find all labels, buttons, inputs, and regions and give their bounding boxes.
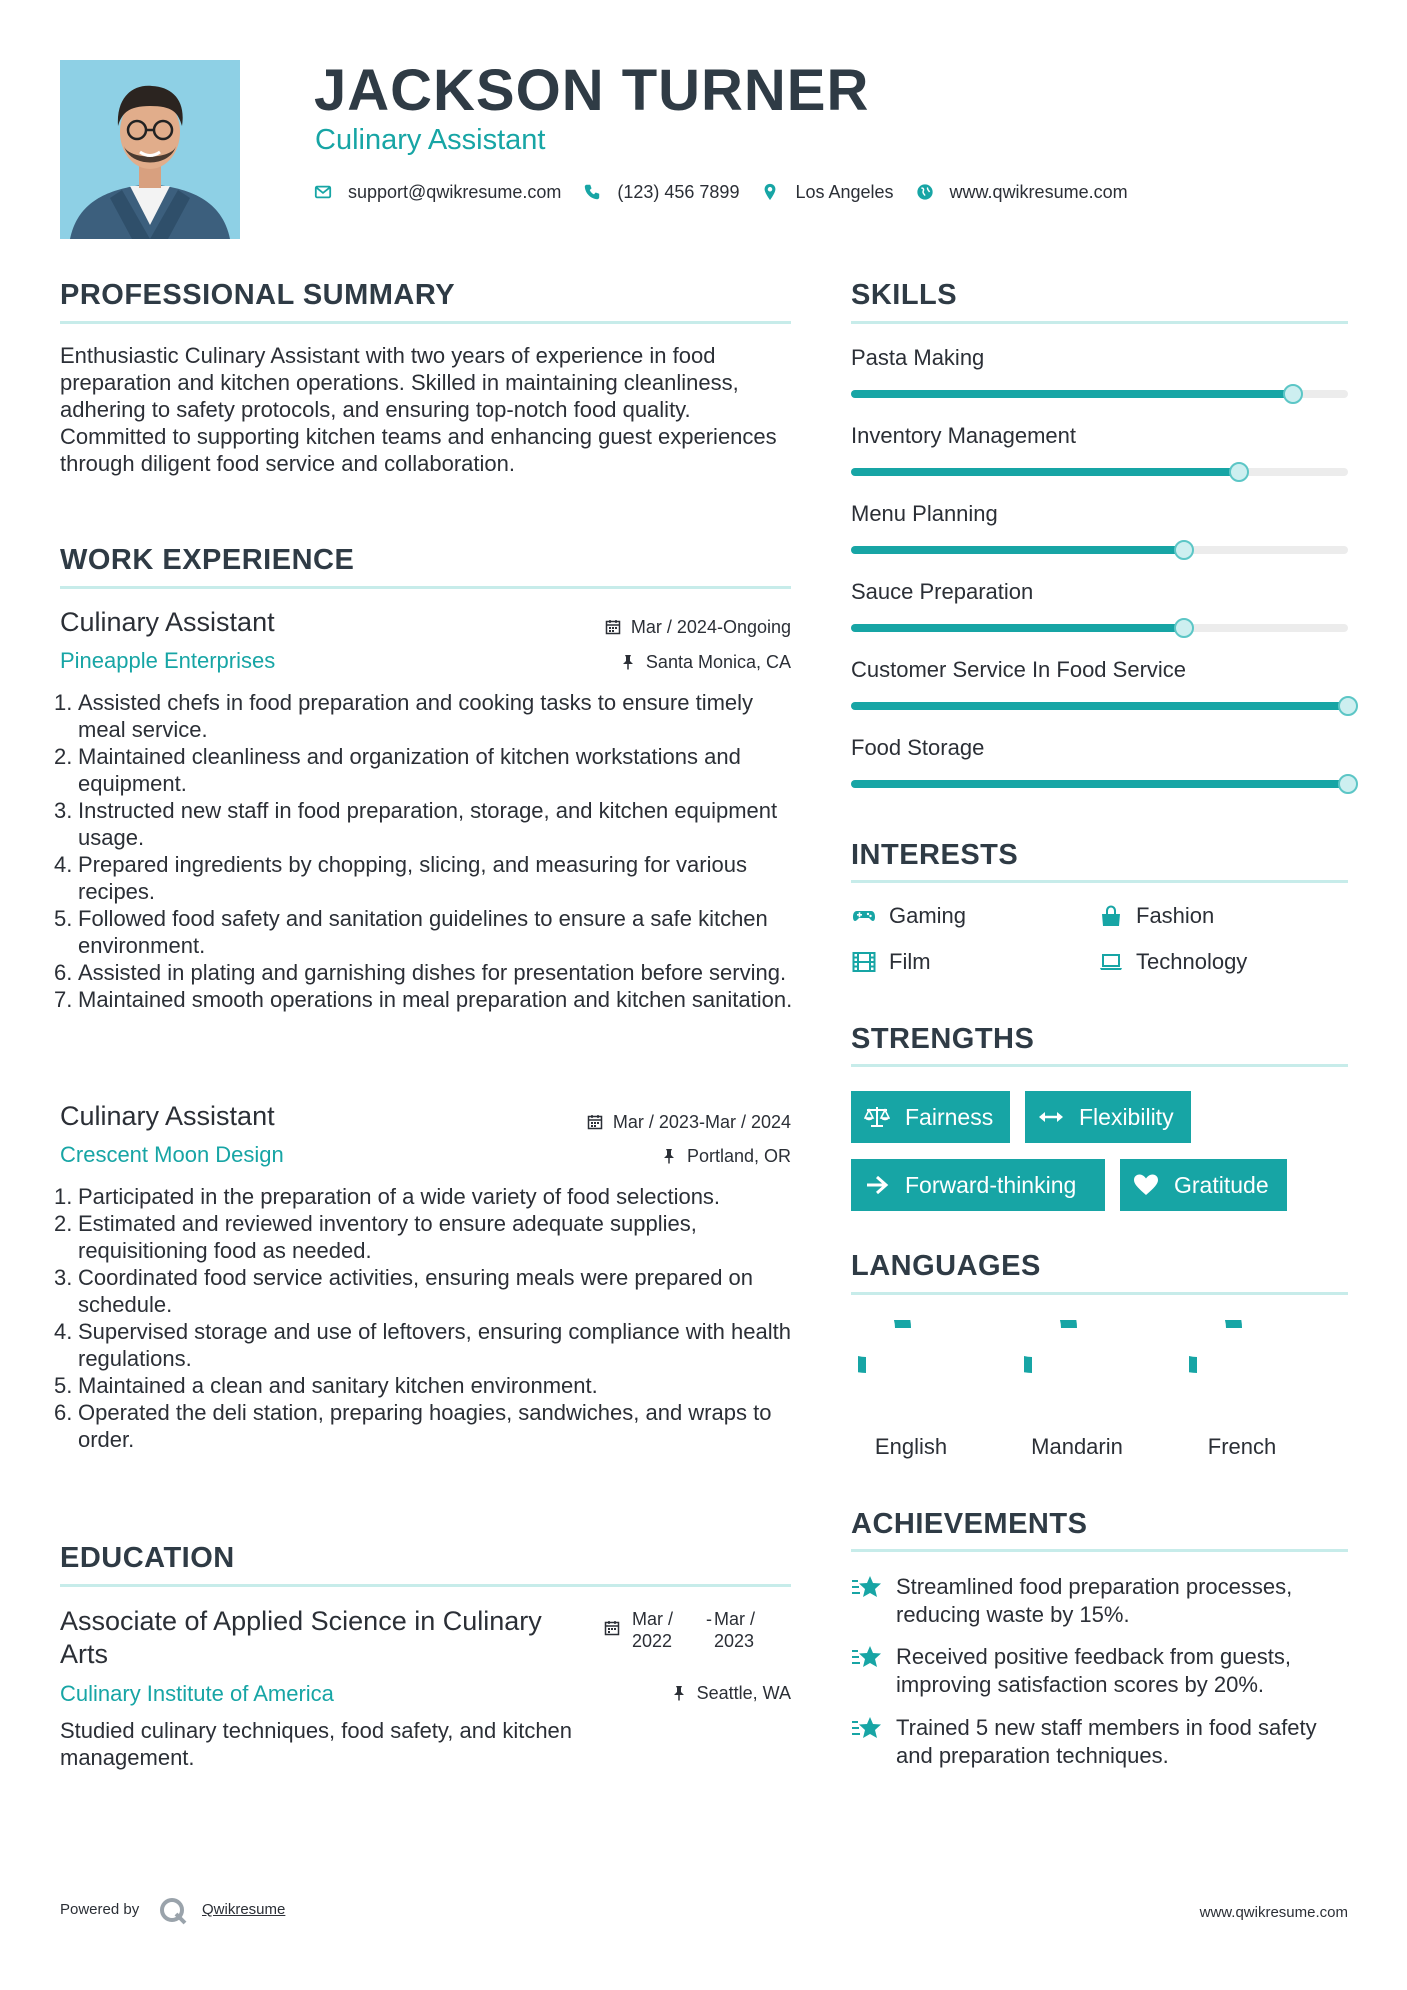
contact-website[interactable] <box>916 182 1128 203</box>
contact-location <box>761 182 893 203</box>
education-heading: EDUCATION <box>60 1542 235 1574</box>
contact-bar <box>314 178 1150 206</box>
strength-fairness <box>851 1091 1010 1143</box>
language-ring-french <box>1189 1320 1279 1410</box>
interest-label: Film <box>889 949 931 974</box>
list-item: 2. Maintained cleanliness and organization of kitchen workstations and equipment. <box>54 744 741 796</box>
job-1-title: Culinary Assistant <box>60 607 275 637</box>
achievement-item: Received positive feedback from guests, improving satisfaction scores by 20%. <box>896 1644 1291 1697</box>
candidate-role: Culinary Assistant <box>315 124 546 156</box>
interest-fashion <box>1098 902 1214 930</box>
calendar-icon <box>605 619 621 635</box>
laptop-icon <box>1098 950 1124 974</box>
skill-name: Pasta Making <box>851 345 985 370</box>
skill-bar-track <box>851 468 1348 476</box>
skill-name: Food Storage <box>851 735 985 760</box>
skill-bar-fill <box>851 780 1348 788</box>
skill-name: Sauce Preparation <box>851 579 1034 604</box>
portrait-image <box>60 60 240 239</box>
education-location <box>671 1682 791 1704</box>
skills-divider <box>851 321 1348 324</box>
summary-heading: PROFESSIONAL SUMMARY <box>60 279 456 311</box>
interest-gaming <box>851 902 966 930</box>
star-award-icon <box>851 1643 883 1673</box>
skill-bar-track <box>851 546 1348 554</box>
skill-level-knob <box>1338 774 1358 794</box>
languages-divider <box>851 1292 1348 1295</box>
arrows-horizontal-icon <box>1037 1104 1065 1130</box>
skill-bar-track <box>851 702 1348 710</box>
contact-email[interactable] <box>314 182 561 203</box>
achievements-divider <box>851 1549 1348 1552</box>
skill-bar-fill <box>851 702 1348 710</box>
strength-label: Forward-thinking <box>905 1171 1077 1198</box>
interest-label: Fashion <box>1136 903 1215 928</box>
list-item: 5. Followed food safety and sanitation guidelines to ensure a safe kitchen environment. <box>54 906 768 958</box>
languages-heading: LANGUAGES <box>851 1250 1041 1282</box>
language-ring-english <box>858 1320 948 1410</box>
job-2-title: Culinary Assistant <box>60 1101 275 1131</box>
contact-email-text: support@qwikresume.com <box>348 181 562 202</box>
pushpin-icon <box>661 1148 677 1164</box>
contact-phone[interactable] <box>583 182 739 203</box>
shopping-bag-icon <box>1098 904 1124 928</box>
achievements-heading: ACHIEVEMENTS <box>851 1508 1088 1540</box>
job-1-location-text: Santa Monica, CA <box>645 652 791 672</box>
skill-level-knob <box>1283 384 1303 404</box>
list-item: 4. Prepared ingredients by chopping, slicing, and measuring for various recipes. <box>54 852 747 904</box>
globe-icon <box>916 183 934 201</box>
job-2-date <box>587 1111 791 1133</box>
language-ring-mandarin <box>1024 1320 1114 1410</box>
education-description: Studied culinary techniques, food safety, and kitchen management. <box>60 1718 573 1770</box>
heart-icon <box>1132 1172 1160 1198</box>
film-icon <box>851 950 877 974</box>
contact-phone-text: (123) 456 7899 <box>617 181 740 202</box>
skill-bar-fill <box>851 546 1184 554</box>
job-1-date <box>605 616 791 638</box>
list-item: 7. Maintained smooth operations in meal preparation and kitchen sanitation. <box>54 987 793 1012</box>
strength-label: Gratitude <box>1174 1171 1269 1198</box>
skill-name: Customer Service In Food Service <box>851 657 1187 682</box>
map-pin-icon <box>761 183 779 201</box>
education-divider <box>60 1584 791 1587</box>
education-dash: - <box>706 1609 712 1629</box>
skill-bar-fill <box>851 390 1293 398</box>
star-award-icon <box>851 1714 883 1744</box>
list-item: 6. Assisted in plating and garnishing dishes for presentation before serving. <box>54 960 787 985</box>
interest-film <box>851 948 931 976</box>
summary-divider <box>60 321 791 324</box>
skill-level-knob <box>1174 540 1194 560</box>
job-1-duties <box>54 689 800 1013</box>
qwikresume-link[interactable]: Qwikresume <box>202 1901 286 1918</box>
strengths-divider <box>851 1064 1348 1067</box>
contact-location-text: Los Angeles <box>795 181 894 202</box>
job-1-location <box>620 651 791 673</box>
interest-label: Technology <box>1136 949 1248 974</box>
powered-by-label: Powered by <box>60 1901 140 1918</box>
strength-label: Flexibility <box>1079 1103 1174 1130</box>
star-award-icon <box>851 1573 883 1603</box>
experience-divider <box>60 586 791 589</box>
education-end-date: Mar / 2023 <box>714 1609 756 1651</box>
summary-text: Enthusiastic Culinary Assistant with two years of experience in food preparation and kitchen operations. Skilled in maintaining cleanliness, adhering to safety protocols, and ensuring top-notch food quality. Committed to supporting kitchen teams and enhancing guest experiences through diligent food service and collaboration. <box>60 343 777 476</box>
mail-icon <box>314 183 332 201</box>
job-2-company: Crescent Moon Design <box>60 1142 284 1167</box>
interests-heading: INTERESTS <box>851 839 1019 871</box>
language-french: French <box>1207 1434 1277 1459</box>
qwikresume-logo-icon[interactable] <box>158 1896 188 1926</box>
skill-bar-track <box>851 390 1348 398</box>
education-degree: Associate of Applied Science in Culinary Arts <box>60 1606 542 1669</box>
job-2-location-text: Portland, OR <box>686 1146 791 1166</box>
strength-forward-thinking <box>851 1159 1105 1211</box>
arrow-right-icon <box>863 1172 891 1198</box>
balance-scale-icon <box>863 1104 891 1130</box>
gamepad-icon <box>851 904 877 928</box>
list-item: 5. Maintained a clean and sanitary kitchen environment. <box>54 1373 598 1398</box>
strength-gratitude <box>1120 1159 1287 1211</box>
list-item: 3. Instructed new staff in food preparation, storage, and kitchen equipment usage. <box>54 798 778 850</box>
interest-technology <box>1098 948 1247 976</box>
candidate-name: JACKSON TURNER <box>314 58 870 123</box>
list-item: 4. Supervised storage and use of leftovers, ensuring compliance with health regulations. <box>54 1319 791 1371</box>
skill-level-knob <box>1229 462 1249 482</box>
achievement-item: Trained 5 new staff members in food safety and preparation techniques. <box>896 1715 1317 1768</box>
job-2-location <box>661 1145 791 1167</box>
strength-label: Fairness <box>905 1103 994 1130</box>
strengths-heading: STRENGTHS <box>851 1023 1035 1055</box>
strength-flexibility <box>1025 1091 1191 1143</box>
skill-level-knob <box>1338 696 1358 716</box>
interests-divider <box>851 880 1348 883</box>
list-item: 3. Coordinated food service activities, ensuring meals were prepared on schedule. <box>54 1265 754 1317</box>
skill-level-knob <box>1174 618 1194 638</box>
list-item: 2. Estimated and reviewed inventory to ensure adequate supplies, requisitioning food as needed. <box>54 1211 697 1263</box>
achievement-item: Streamlined food preparation processes, reducing waste by 15%. <box>896 1574 1293 1627</box>
skill-name: Inventory Management <box>851 423 1077 448</box>
skill-bar-fill <box>851 468 1239 476</box>
list-item: 1. Participated in the preparation of a wide variety of food selections. <box>54 1184 721 1209</box>
profile-photo <box>60 60 240 239</box>
job-1-company: Pineapple Enterprises <box>60 648 276 673</box>
language-english: English <box>874 1434 948 1459</box>
job-2-date-text: Mar / 2023-Mar / 2024 <box>612 1112 791 1132</box>
skill-bar-fill <box>851 624 1184 632</box>
list-item: 6. Operated the deli station, preparing hoagies, sandwiches, and wraps to order. <box>54 1400 772 1452</box>
list-item: 1. Assisted chefs in food preparation and cooking tasks to ensure timely meal service. <box>54 690 754 742</box>
education-location-text: Seattle, WA <box>696 1683 791 1703</box>
skill-bar-track <box>851 780 1348 788</box>
skills-heading: SKILLS <box>851 279 958 311</box>
calendar-icon <box>587 1114 603 1130</box>
pushpin-icon <box>671 1685 687 1701</box>
calendar-icon <box>604 1620 620 1636</box>
language-mandarin: Mandarin <box>1031 1434 1123 1459</box>
pushpin-icon <box>620 654 636 670</box>
education-school: Culinary Institute of America <box>60 1681 334 1706</box>
footer-website-link[interactable]: www.qwikresume.com <box>1199 1904 1348 1921</box>
job-1-date-text: Mar / 2024-Ongoing <box>630 617 791 637</box>
education-start-date: Mar / 2022 <box>632 1609 674 1651</box>
skill-bar-track <box>851 624 1348 632</box>
interest-label: Gaming <box>889 903 967 928</box>
skill-name: Menu Planning <box>851 501 998 526</box>
phone-icon <box>583 183 601 201</box>
job-2-duties <box>54 1183 800 1453</box>
experience-heading: WORK EXPERIENCE <box>60 544 355 576</box>
contact-website-text: www.qwikresume.com <box>949 181 1128 202</box>
